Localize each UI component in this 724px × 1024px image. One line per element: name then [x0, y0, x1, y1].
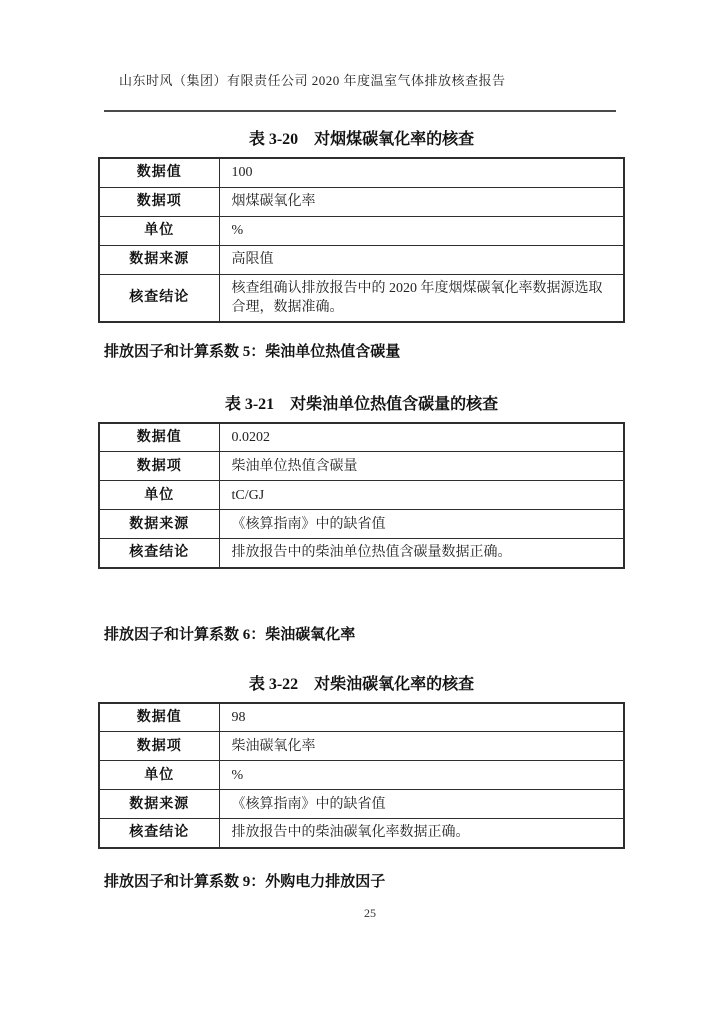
row-label: 数据来源 — [99, 510, 219, 539]
table-row — [99, 790, 624, 819]
table-row — [99, 539, 624, 568]
row-label: 数据来源 — [99, 245, 219, 274]
section-heading-9: 排放因子和计算系数 9：外购电力排放因子 — [104, 873, 386, 890]
row-label: 单位 — [99, 761, 219, 790]
table-3-22-title: 表 3-22 对柴油碳氧化率的核查 — [248, 675, 475, 693]
table-row — [99, 481, 624, 510]
table-row — [99, 452, 624, 481]
row-value: 高限值 — [219, 245, 624, 274]
running-header-text: 山东时风（集团）有限责任公司 2020 年度温室气体排放核查报告 — [119, 73, 506, 88]
row-value: 98 — [219, 703, 624, 732]
table-row — [99, 423, 624, 452]
row-label: 核查结论 — [99, 819, 219, 848]
table-3-20 — [98, 157, 625, 323]
row-label: 单位 — [99, 216, 219, 245]
section-heading-6: 排放因子和计算系数 6：柴油碳氧化率 — [104, 626, 356, 643]
row-value: tC/GJ — [219, 481, 624, 510]
row-value: % — [219, 761, 624, 790]
row-label: 数据项 — [99, 187, 219, 216]
row-value: % — [219, 216, 624, 245]
row-label: 单位 — [99, 481, 219, 510]
table-row — [99, 216, 624, 245]
row-value: 《核算指南》中的缺省值 — [219, 790, 624, 819]
row-label: 数据项 — [99, 732, 219, 761]
row-label: 数据项 — [99, 452, 219, 481]
row-value: 柴油单位热值含碳量 — [219, 452, 624, 481]
section-heading-5: 排放因子和计算系数 5：柴油单位热值含碳量 — [104, 343, 401, 360]
row-label: 核查结论 — [99, 274, 219, 322]
running-header — [104, 54, 616, 112]
row-value: 柴油碳氧化率 — [219, 732, 624, 761]
row-value: 《核算指南》中的缺省值 — [219, 510, 624, 539]
row-value: 100 — [219, 158, 624, 187]
row-value: 0.0202 — [219, 423, 624, 452]
row-value: 核查组确认排放报告中的 2020 年度烟煤碳氧化率数据源选取合理，数据准确。 — [219, 274, 624, 322]
row-label: 数据来源 — [99, 790, 219, 819]
page-number: 25 — [364, 906, 376, 920]
table-row — [99, 732, 624, 761]
table-row — [99, 245, 624, 274]
table-3-21-title: 表 3-21 对柴油单位热值含碳量的核查 — [224, 395, 499, 413]
table-row — [99, 819, 624, 848]
row-label: 核查结论 — [99, 539, 219, 568]
row-value: 排放报告中的柴油碳氧化率数据正确。 — [219, 819, 624, 848]
table-row — [99, 187, 624, 216]
table-3-21 — [98, 422, 625, 569]
row-value: 排放报告中的柴油单位热值含碳量数据正确。 — [219, 539, 624, 568]
table-row — [99, 158, 624, 187]
table-row — [99, 274, 624, 322]
table-row — [99, 703, 624, 732]
table-row — [99, 761, 624, 790]
row-value: 烟煤碳氧化率 — [219, 187, 624, 216]
table-3-20-title: 表 3-20 对烟煤碳氧化率的核查 — [248, 131, 475, 148]
row-label: 数据值 — [99, 423, 219, 452]
row-label: 数据值 — [99, 158, 219, 187]
table-row — [99, 510, 624, 539]
row-label: 数据值 — [99, 703, 219, 732]
table-3-22 — [98, 702, 625, 849]
